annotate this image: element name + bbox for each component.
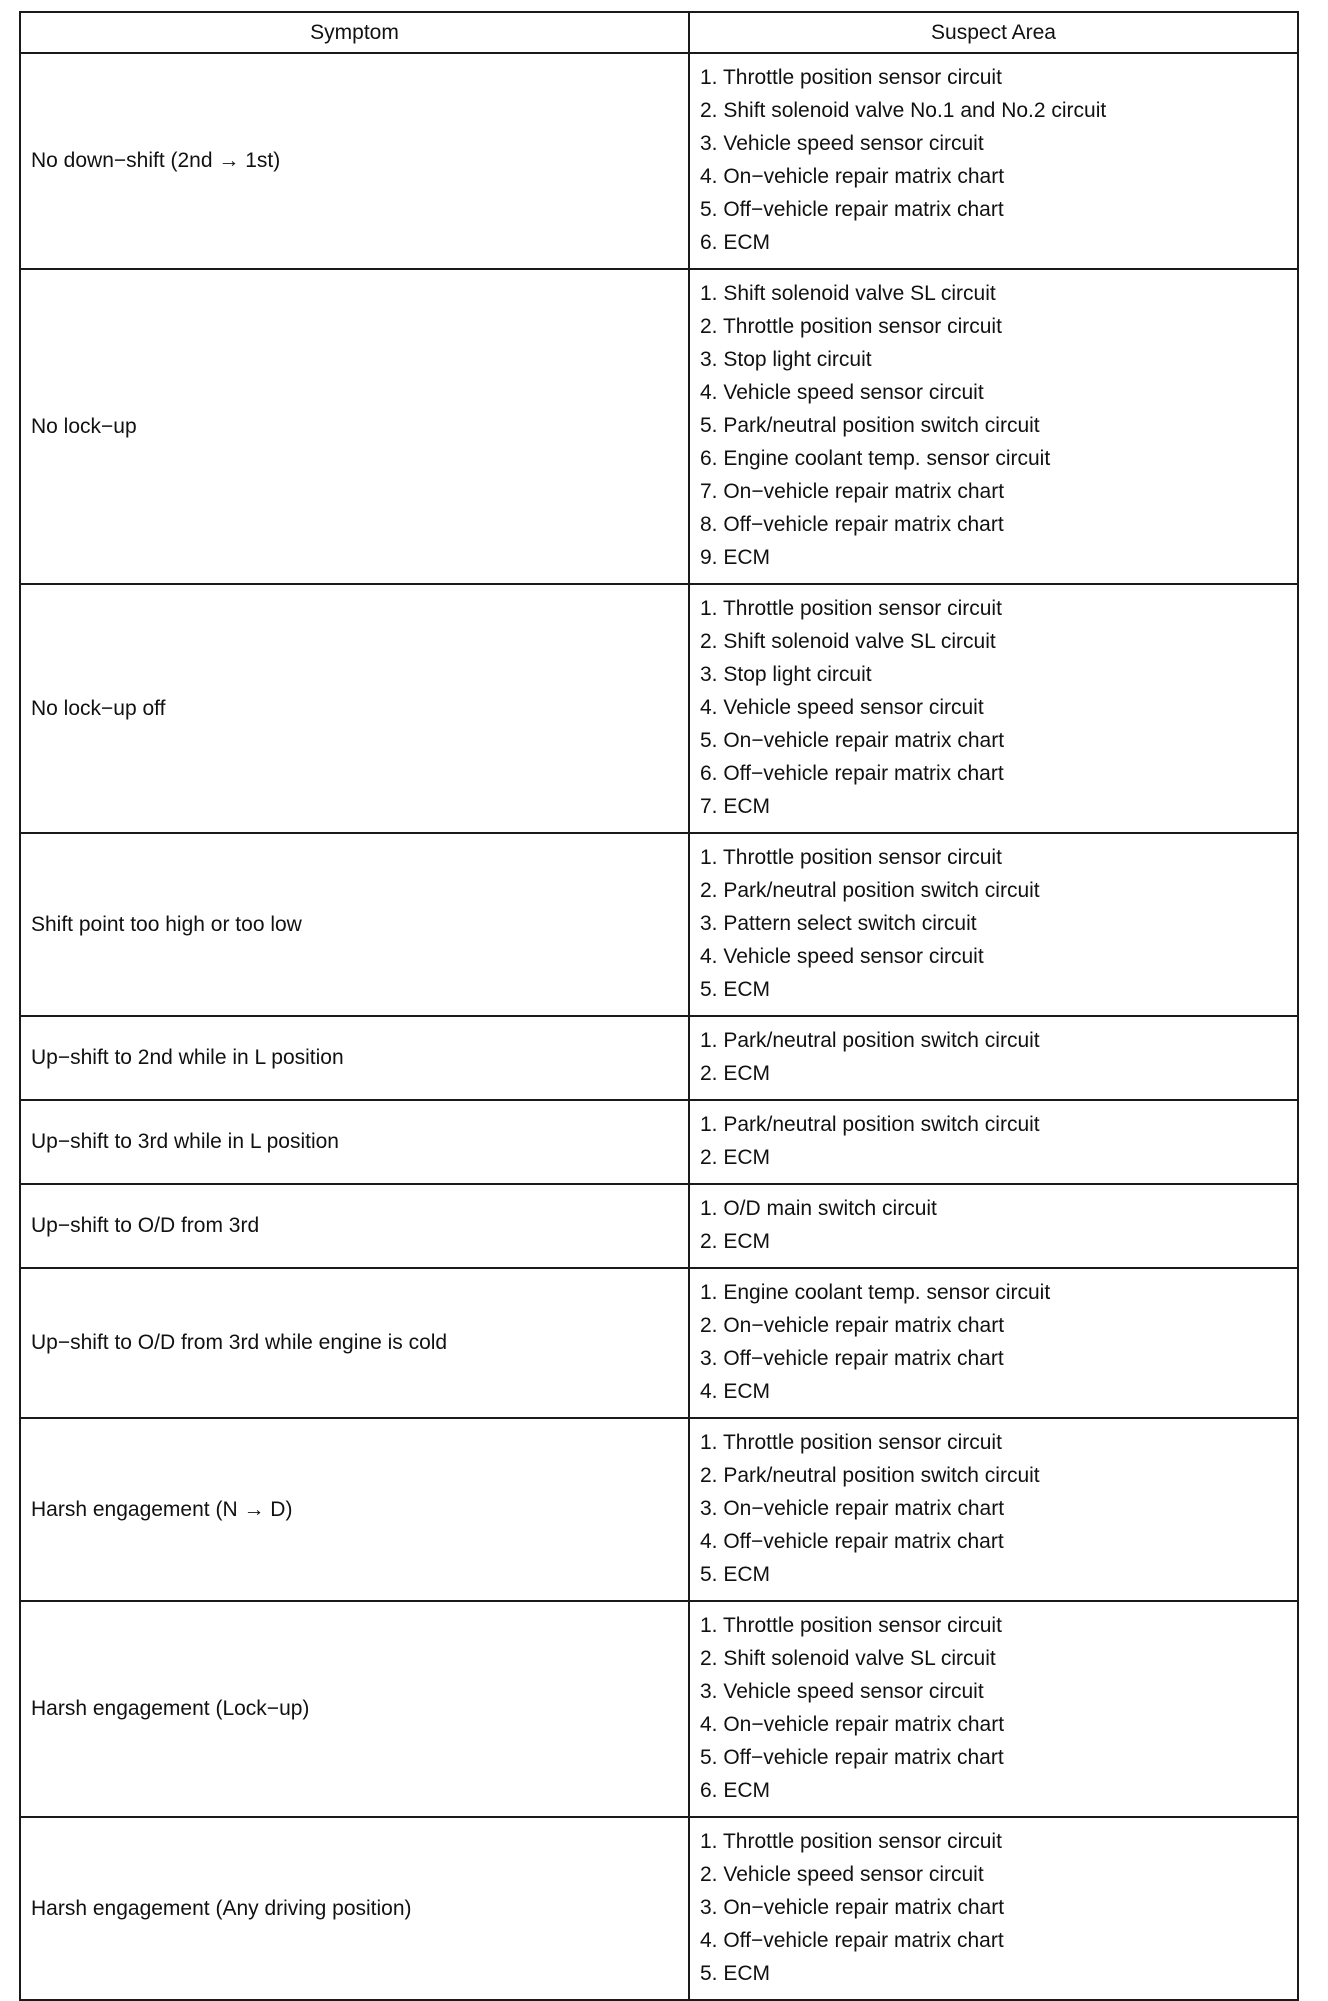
- suspect-item: 6. ECM: [700, 231, 771, 254]
- suspect-item: 4. Vehicle speed sensor circuit: [700, 696, 984, 719]
- suspect-item: 1. Park/neutral position switch circuit: [700, 1113, 1040, 1136]
- table-row: [20, 1268, 1298, 1418]
- suspect-item: 1. Throttle position sensor circuit: [700, 1830, 1002, 1853]
- symptom-cell: Harsh engagement (Any driving position): [20, 1817, 689, 2000]
- suspect-item: 4. ECM: [700, 1380, 771, 1403]
- suspect-item: 4. Vehicle speed sensor circuit: [700, 381, 984, 404]
- suspect-item: 3. Stop light circuit: [700, 348, 872, 371]
- suspect-item: 4. Off−vehicle repair matrix chart: [700, 1530, 1004, 1553]
- symptom-cell: Up−shift to O/D from 3rd: [20, 1184, 689, 1268]
- suspect-item: 5. ECM: [700, 1563, 771, 1586]
- table-row: [20, 1184, 1298, 1268]
- suspect-item: 6. Engine coolant temp. sensor circuit: [700, 447, 1051, 470]
- symptom-cell: Up−shift to O/D from 3rd while engine is cold: [20, 1268, 689, 1418]
- suspect-area-cell: [689, 1601, 1298, 1817]
- table-row: [20, 53, 1298, 269]
- suspect-item: 6. ECM: [700, 1779, 771, 1802]
- troubleshooting-table: [19, 11, 1299, 2001]
- header-symptom: Symptom: [20, 12, 689, 53]
- suspect-item: 5. Off−vehicle repair matrix chart: [700, 198, 1004, 221]
- suspect-item: 4. On−vehicle repair matrix chart: [700, 165, 1005, 188]
- suspect-area-cell: [689, 584, 1298, 833]
- symptom-cell: No lock−up off: [20, 584, 689, 833]
- suspect-item: 2. ECM: [700, 1146, 771, 1169]
- suspect-area-cell: [689, 1100, 1298, 1184]
- suspect-item: 7. ECM: [700, 795, 771, 818]
- suspect-area-cell: [689, 53, 1298, 269]
- table-row: [20, 1100, 1298, 1184]
- suspect-item: 1. Throttle position sensor circuit: [700, 1431, 1002, 1454]
- suspect-item: 7. On−vehicle repair matrix chart: [700, 480, 1005, 503]
- suspect-area-cell: [689, 1268, 1298, 1418]
- suspect-item: 4. On−vehicle repair matrix chart: [700, 1713, 1005, 1736]
- symptom-cell: Up−shift to 2nd while in L position: [20, 1016, 689, 1100]
- suspect-item: 5. Park/neutral position switch circuit: [700, 414, 1040, 437]
- suspect-item: 1. Engine coolant temp. sensor circuit: [700, 1281, 1051, 1304]
- suspect-area-cell: [689, 1418, 1298, 1601]
- suspect-item: 2. Shift solenoid valve SL circuit: [700, 630, 996, 653]
- suspect-item: 3. On−vehicle repair matrix chart: [700, 1497, 1005, 1520]
- symptom-cell: Up−shift to 3rd while in L position: [20, 1100, 689, 1184]
- symptom-cell: Harsh engagement (N → D): [20, 1418, 689, 1601]
- suspect-item: 3. Stop light circuit: [700, 663, 872, 686]
- suspect-item: 1. Throttle position sensor circuit: [700, 597, 1002, 620]
- suspect-item: 2. Throttle position sensor circuit: [700, 315, 1002, 338]
- suspect-item: 1. Throttle position sensor circuit: [700, 1614, 1002, 1637]
- suspect-item: 1. O/D main switch circuit: [700, 1197, 937, 1220]
- suspect-area-cell: [689, 269, 1298, 584]
- suspect-area-cell: [689, 833, 1298, 1016]
- suspect-item: 1. Throttle position sensor circuit: [700, 66, 1002, 89]
- table-row: [20, 269, 1298, 584]
- table-row: [20, 833, 1298, 1016]
- suspect-item: 2. Park/neutral position switch circuit: [700, 1464, 1040, 1487]
- suspect-item: 9. ECM: [700, 546, 771, 569]
- table-row: [20, 1418, 1298, 1601]
- suspect-item: 4. Vehicle speed sensor circuit: [700, 945, 984, 968]
- suspect-item: 3. Off−vehicle repair matrix chart: [700, 1347, 1004, 1370]
- table-header-row: [20, 12, 1298, 53]
- table-row: [20, 1817, 1298, 2000]
- suspect-item: 2. Park/neutral position switch circuit: [700, 879, 1040, 902]
- suspect-area-cell: [689, 1016, 1298, 1100]
- symptom-cell: No lock−up: [20, 269, 689, 584]
- suspect-item: 1. Park/neutral position switch circuit: [700, 1029, 1040, 1052]
- suspect-item: 4. Off−vehicle repair matrix chart: [700, 1929, 1004, 1952]
- suspect-item: 3. On−vehicle repair matrix chart: [700, 1896, 1005, 1919]
- suspect-item: 8. Off−vehicle repair matrix chart: [700, 513, 1004, 536]
- suspect-item: 2. ECM: [700, 1062, 771, 1085]
- suspect-area-cell: [689, 1184, 1298, 1268]
- suspect-item: 2. ECM: [700, 1230, 771, 1253]
- table-row: [20, 1016, 1298, 1100]
- suspect-item: 6. Off−vehicle repair matrix chart: [700, 762, 1004, 785]
- symptom-cell: Harsh engagement (Lock−up): [20, 1601, 689, 1817]
- suspect-item: 5. ECM: [700, 1962, 771, 1985]
- suspect-item: 3. Vehicle speed sensor circuit: [700, 132, 984, 155]
- table-body: [20, 53, 1298, 2000]
- suspect-item: 3. Vehicle speed sensor circuit: [700, 1680, 984, 1703]
- suspect-item: 2. Vehicle speed sensor circuit: [700, 1863, 984, 1886]
- suspect-item: 5. On−vehicle repair matrix chart: [700, 729, 1005, 752]
- header-suspect-area: Suspect Area: [689, 12, 1298, 53]
- suspect-item: 3. Pattern select switch circuit: [700, 912, 977, 935]
- suspect-item: 1. Throttle position sensor circuit: [700, 846, 1002, 869]
- suspect-item: 1. Shift solenoid valve SL circuit: [700, 282, 996, 305]
- table-row: [20, 1601, 1298, 1817]
- suspect-item: 5. ECM: [700, 978, 771, 1001]
- suspect-item: 2. Shift solenoid valve No.1 and No.2 circuit: [700, 99, 1107, 122]
- suspect-item: 5. Off−vehicle repair matrix chart: [700, 1746, 1004, 1769]
- suspect-item: 2. Shift solenoid valve SL circuit: [700, 1647, 996, 1670]
- symptom-cell: Shift point too high or too low: [20, 833, 689, 1016]
- symptom-cell: No down−shift (2nd → 1st): [20, 53, 689, 269]
- suspect-item: 2. On−vehicle repair matrix chart: [700, 1314, 1005, 1337]
- suspect-area-cell: [689, 1817, 1298, 2000]
- table-row: [20, 584, 1298, 833]
